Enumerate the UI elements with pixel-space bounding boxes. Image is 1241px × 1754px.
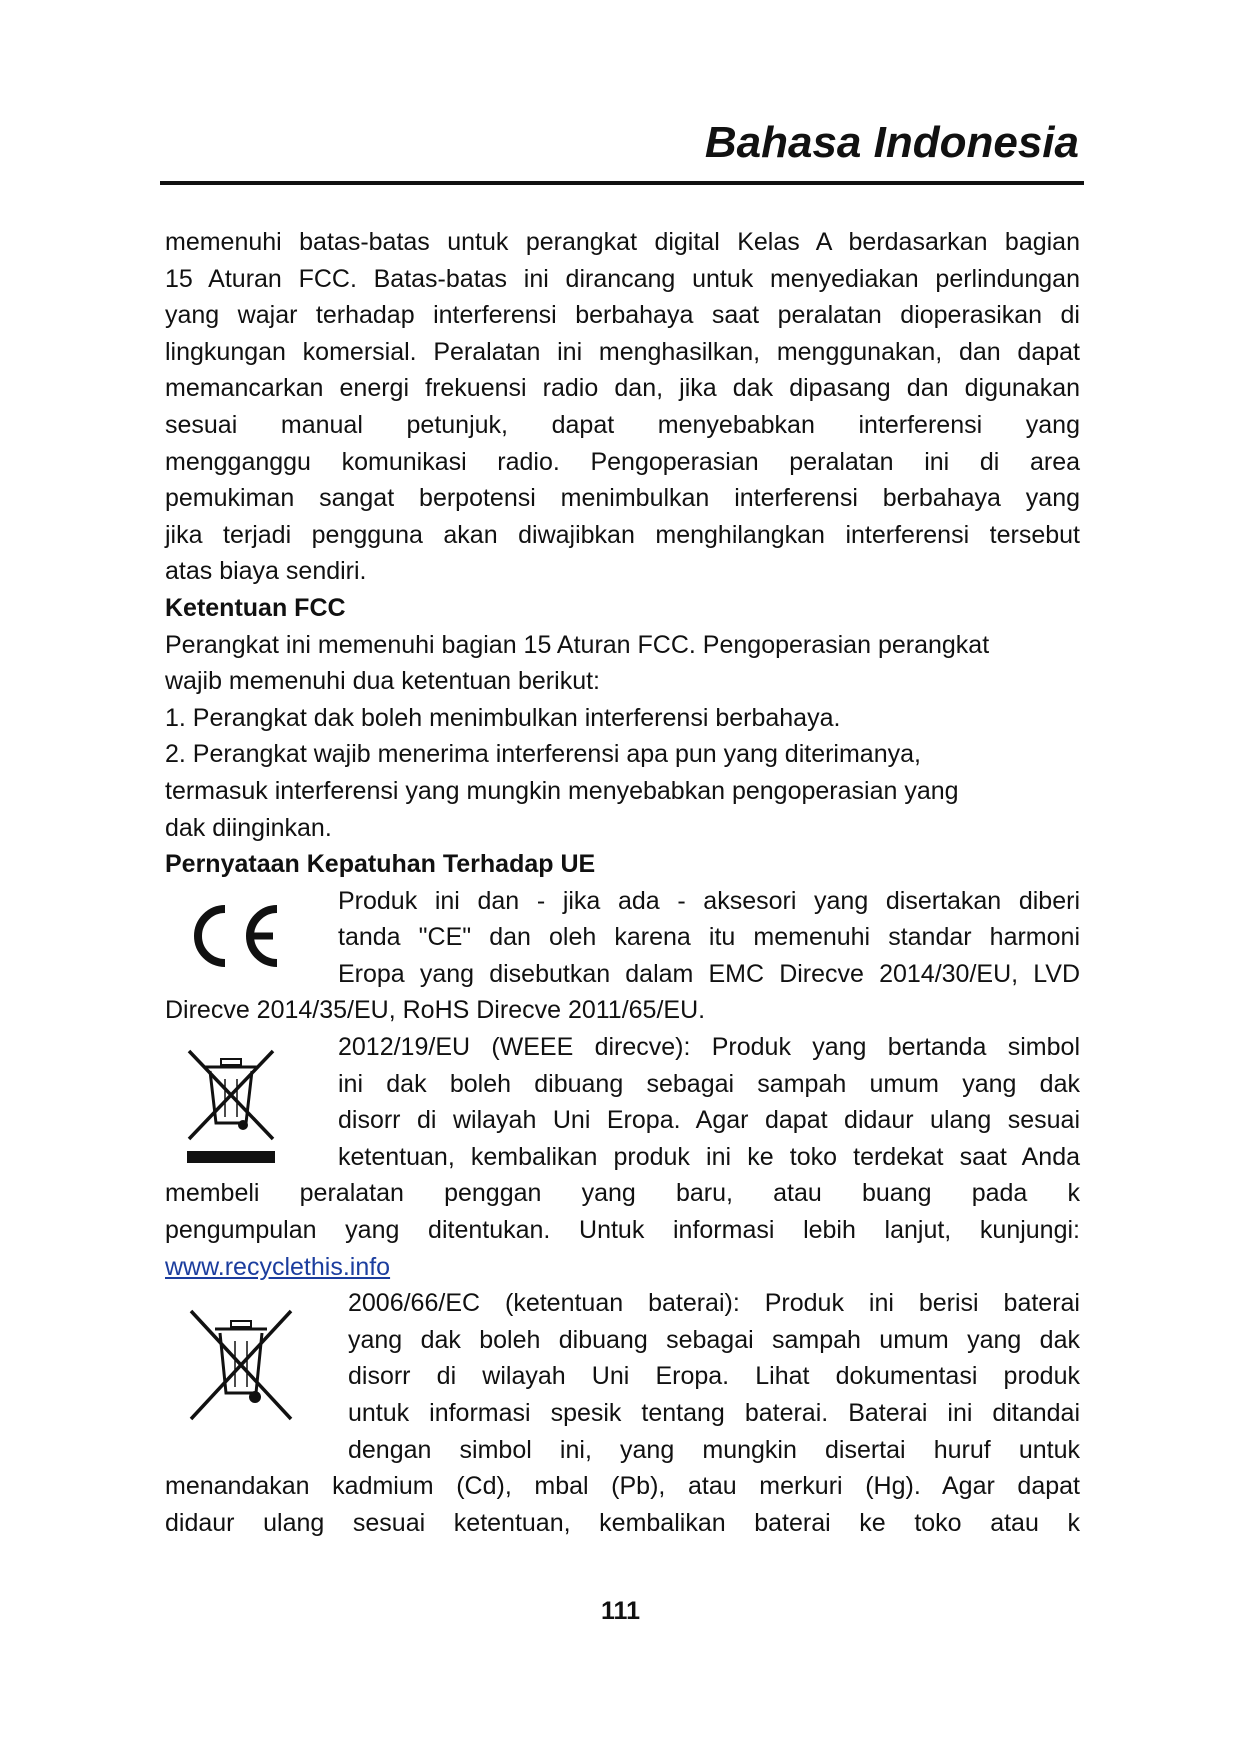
fcc-line: 1. Perangkat dak boleh menimbulkan interferensi berbahaya. [165, 703, 841, 732]
battery-line: untuk informasi spesik tentang baterai. Baterai ini ditandai [348, 1399, 1080, 1427]
ce-mark-icon [181, 901, 281, 971]
intro-line: lingkungan komersial. Peralatan ini menghasilkan, menggunakan, dan dapat [165, 337, 1080, 366]
fcc-line: dak diinginkan. [165, 813, 332, 842]
header-rule [160, 181, 1084, 185]
fcc-heading: Ketentuan FCC [165, 593, 346, 622]
intro-line: pemukiman sangat berpotensi menimbulkan interferensi berbahaya yang [165, 484, 1080, 513]
battery-line-continued: didaur ulang sesuai ketentuan, kembalikan baterai ke toko atau k [165, 1508, 1080, 1537]
intro-line: atas biaya sendiri. [165, 557, 367, 586]
battery-line: yang dak boleh dibuang sebagai sampah umum yang dak [348, 1325, 1080, 1354]
weee-line: 2012/19/EU (WEEE direcve): Produk yang bertanda simbol [338, 1033, 1080, 1062]
ce-line: Eropa yang disebutkan dalam EMC Direcve 2014/30/EU, LVD [338, 959, 1080, 988]
intro-line: mengganggu komunikasi radio. Pengoperasian peralatan ini di area [165, 447, 1080, 476]
intro-line: jika terjadi pengguna akan diwajibkan menghilangkan interferensi tersebut [165, 520, 1080, 549]
ce-line: tanda "CE" dan oleh karena itu memenuhi standar harmoni [338, 923, 1080, 952]
weee-line: disorr di wilayah Uni Eropa. Agar dapat didaur ulang sesuai [338, 1106, 1080, 1135]
battery-section [165, 1285, 1080, 1468]
weee-line: ini dak boleh dibuang sebagai sampah umum yang dak [338, 1069, 1080, 1098]
battery-line: 2006/66/EC (ketentuan baterai): Produk ini berisi baterai [348, 1289, 1080, 1318]
fcc-line: wajib memenuhi dua ketentuan berikut: [165, 667, 600, 696]
page-body [165, 224, 1080, 1541]
battery-line-continued: menandakan kadmium (Cd), mbal (Pb), atau merkuri (Hg). Agar dapat [165, 1472, 1080, 1501]
battery-line: dengan simbol ini, yang mungkin disertai huruf untuk [348, 1435, 1080, 1464]
intro-line: sesuai manual petunjuk, dapat menyebabkan interferensi yang [165, 410, 1080, 439]
weee-section [165, 1029, 1080, 1175]
intro-line: 15 Aturan FCC. Batas-batas ini dirancang untuk menyediakan perlindungan [165, 264, 1080, 293]
weee-line-continued: membeli peralatan penggan yang baru, atau buang pada k [165, 1179, 1080, 1208]
battery-line: disorr di wilayah Uni Eropa. Lihat dokumentasi produk [348, 1362, 1080, 1391]
ce-line-continued: Direcve 2014/35/EU, RoHS Direcve 2011/65/EU. [165, 996, 706, 1025]
fcc-line: 2. Perangkat wajib menerima interferensi apa pun yang diterimanya, [165, 740, 921, 769]
eu-heading: Pernyataan Kepatuhan Terhadap UE [165, 850, 596, 879]
intro-line: memenuhi batas-batas untuk perangkat digital Kelas A berdasarkan bagian [165, 228, 1080, 256]
language-header: Bahasa Indonesia [704, 118, 1079, 167]
ce-line: Produk ini dan - jika ada - aksesori yang disertakan diberi [338, 886, 1080, 915]
page-number: 111 [601, 1597, 640, 1625]
weee-crossed-bin-icon [185, 1045, 277, 1165]
weee-line-continued: pengumpulan yang ditentukan. Untuk informasi lebih lanjut, kunjungi: [165, 1216, 1080, 1245]
weee-line: ketentuan, kembalikan produk ini ke toko terdekat saat Anda [338, 1142, 1080, 1171]
ce-section [165, 883, 1080, 993]
battery-crossed-bin-icon [187, 1307, 295, 1423]
recycle-link[interactable]: www.recyclethis.info [165, 1252, 391, 1281]
fcc-line: termasuk interferensi yang mungkin menyebabkan pengoperasian yang [165, 776, 959, 805]
intro-line: memancarkan energi frekuensi radio dan, jika dak dipasang dan digunakan [165, 374, 1080, 403]
fcc-line: Perangkat ini memenuhi bagian 15 Aturan FCC. Pengoperasian perangkat [165, 630, 990, 659]
intro-line: yang wajar terhadap interferensi berbahaya saat peralatan dioperasikan di [165, 301, 1080, 330]
